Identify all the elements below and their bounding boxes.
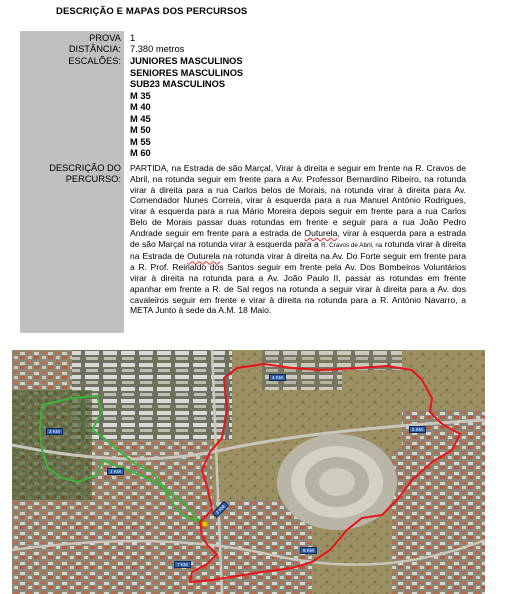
escalao-item: M 35 [130, 90, 151, 101]
km-marker: 5 KM [409, 426, 426, 433]
km-marker: 3 KM [212, 501, 229, 518]
escalao-item: M 55 [130, 136, 151, 147]
descricao-label-line1: DESCRIÇÃO DO [49, 163, 121, 173]
descricao-label-line2: PERCURSO: [65, 174, 121, 184]
description-spellcheck-word: Outurela [187, 251, 221, 262]
escalao-item: M 60 [130, 148, 151, 158]
escalao-item: M 40 [130, 102, 151, 112]
distancia-value: 7.380 metros [130, 44, 185, 54]
escalao-item: M 45 [130, 113, 151, 124]
km-marker: 7 KM [174, 561, 191, 568]
km-marker: 4 KM [269, 374, 286, 381]
route-description [130, 163, 466, 316]
description-part: rotunda virar à direita na Estrada de [130, 238, 466, 262]
escalao-item: SENIORES MASCULINOS [130, 67, 244, 78]
escalao-item: SUB23 MASCULINOS [130, 79, 226, 89]
escalao-item: JUNIORES MASCULINOS [130, 56, 243, 66]
description-small-text: R. Cravos de Abril, na [321, 241, 383, 249]
prova-value: 1 [130, 33, 136, 43]
km-marker: 2 KM [46, 428, 63, 435]
distancia-label: DISTÂNCIA: [68, 44, 121, 54]
route-map [12, 350, 485, 594]
description-spellcheck-word: Outurela [304, 227, 338, 238]
prova-label: PROVA [89, 33, 121, 43]
km-marker: 1 KM [107, 468, 124, 475]
escaloes-label: ESCALÕES: [68, 56, 121, 66]
description-part: , virar à esquerda para a estrada de são Marçal na rotunda virar à esquerda para a [130, 227, 466, 249]
escalao-item: M 50 [130, 125, 151, 135]
document-title: DESCRIÇÃO E MAPAS DOS PERCURSOS [56, 6, 248, 17]
start-finish-marker [202, 521, 208, 527]
description-part: PARTIDA, na Estrada de são Marçal, Virar à direita e seguir em frente na R. Cravos de Abril, na rotunda seguir em frente para a Av. Professor Bernardino Ribeiro, na rotunda virar à direita para a rua Carlos belos de Morais, na rotunda virar à direita para Av. Comendador Nunes Correia, virar à esquerda para a rua Manuel António Rodrigues, virar à esquerda para a rua Mário Moreira depois seguir em frente para a rua Carlos Belo de Morais passar duas rotundas em frente e seguir para a rua João Pedro Andrade seguir em frente para a estrada de [130, 163, 466, 238]
description-part: na rotunda virar à direita na Av. Do Forte seguir em frente para a R. Prof. Reinaldo dos Santos seguir em frente pela Av. Dos Bombeiros Voluntários virar à direita na rotunda para a Av. João Paulo II, passar as rotundas em frente apanhar em frente a R. de Sal regos na rotunda a seguir virar à direita para a Av. dos cavaleiros seguir em frente e virar à direita na rotunda para a R. António Navarro, a META Junto à sede da A.M. 18 Maio. [130, 251, 466, 316]
aerial-map-image [12, 350, 485, 594]
km-marker: 6 KM [300, 547, 317, 554]
